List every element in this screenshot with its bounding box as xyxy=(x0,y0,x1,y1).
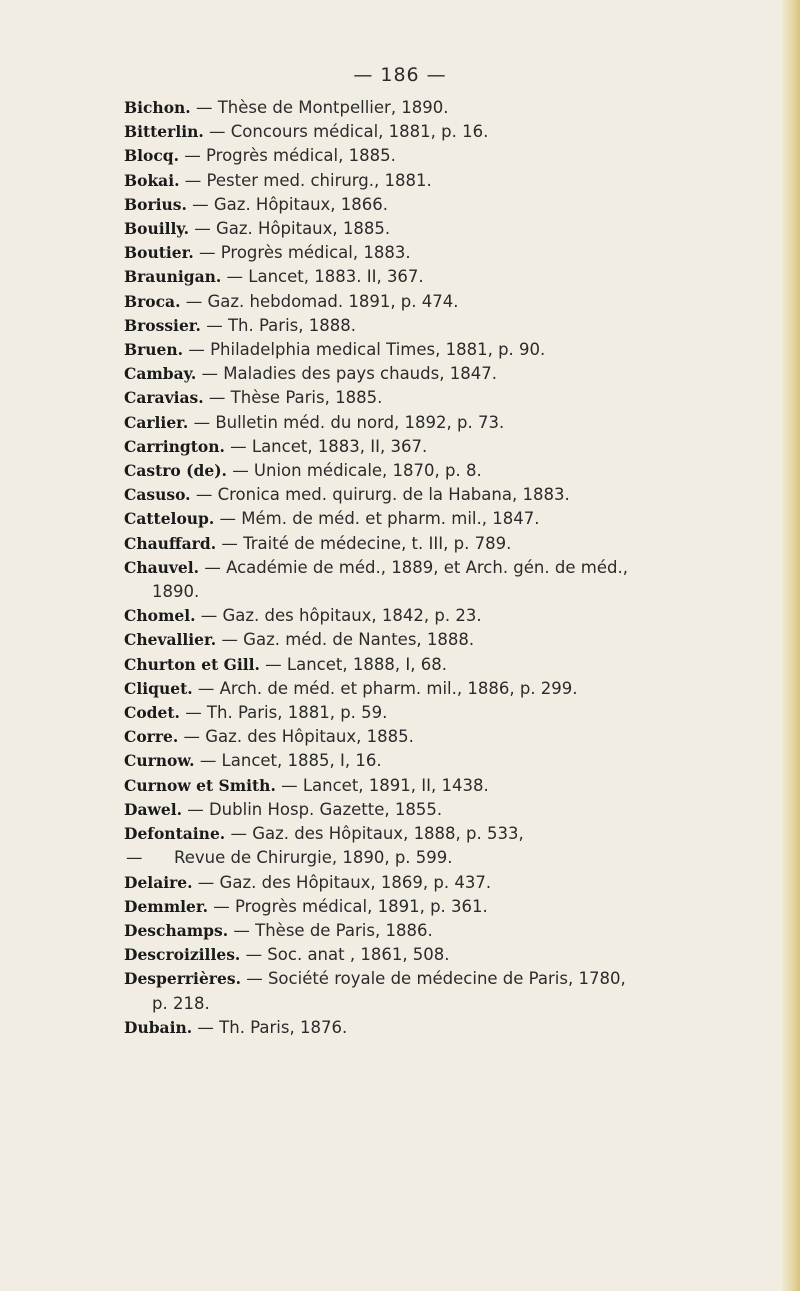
entry-author: Cliquet. xyxy=(124,678,193,698)
entry-chomel xyxy=(124,604,784,628)
entry-chauvel-continued xyxy=(124,580,784,604)
entry-author: Chauffard. xyxy=(124,533,217,553)
entry-chauvel xyxy=(124,556,784,580)
entry-author: Deschamps. xyxy=(124,920,229,940)
entry-cliquet xyxy=(124,677,784,701)
entry-churton-gill xyxy=(124,653,784,677)
entry-author: Caravias. xyxy=(124,388,204,408)
entry-reference: — Soc. anat , 1861, 508. xyxy=(245,945,450,965)
entry-ditto-mark: — xyxy=(126,848,143,868)
entry-author: Delaire. xyxy=(124,872,193,892)
entry-author: Catteloup. xyxy=(124,509,215,529)
entry-reference: — Gaz. hebdomad. 1891, p. 474. xyxy=(185,291,459,311)
entry-chevallier xyxy=(124,628,784,652)
entry-author: Dawel. xyxy=(124,799,182,819)
entry-descroizilles xyxy=(124,943,784,967)
entry-casuso xyxy=(124,483,784,507)
entry-caravias xyxy=(124,386,784,410)
entry-author: Bokai. xyxy=(124,170,180,190)
entry-author: Brossier. xyxy=(124,315,201,335)
entry-catteloup xyxy=(124,507,784,531)
entry-author: Carlier. xyxy=(124,412,189,432)
entry-author: Bruen. xyxy=(124,340,184,360)
entry-blocq xyxy=(124,144,784,168)
entry-author: Corre. xyxy=(124,727,179,747)
entry-bichon xyxy=(124,96,784,120)
entry-curnow xyxy=(124,749,784,773)
entry-reference: — Concours médical, 1881, p. 16. xyxy=(209,122,489,142)
entry-reference: — Lancet, 1888, I, 68. xyxy=(265,654,447,674)
entry-author: Casuso. xyxy=(124,485,191,505)
entry-author: Broca. xyxy=(124,291,181,311)
entry-reference: — Lancet, 1891, II, 1438. xyxy=(281,775,489,795)
entry-defontaine-ditto xyxy=(124,846,784,870)
entry-reference: — Arch. de méd. et pharm. mil., 1886, p. 299. xyxy=(197,678,578,698)
entry-author: Braunigan. xyxy=(124,267,222,287)
entry-author: Blocq. xyxy=(124,146,179,166)
entry-curnow-smith xyxy=(124,774,784,798)
entry-reference: — Académie de méd., 1889, et Arch. gén. de méd., xyxy=(204,557,628,577)
entry-author: Churton et Gill. xyxy=(124,654,260,674)
entry-author: Carrington. xyxy=(124,436,225,456)
entry-author: Desperrières. xyxy=(124,969,241,989)
bibliography-list xyxy=(124,96,784,1040)
entry-author: Bouilly. xyxy=(124,219,189,239)
entry-dawel xyxy=(124,798,784,822)
entry-chauffard xyxy=(124,532,784,556)
entry-author: Borius. xyxy=(124,194,187,214)
entry-delaire xyxy=(124,871,784,895)
entry-codet xyxy=(124,701,784,725)
entry-carrington xyxy=(124,435,784,459)
entry-reference: — Gaz. Hôpitaux, 1885. xyxy=(194,219,391,239)
entry-castro xyxy=(124,459,784,483)
entry-reference: — Philadelphia medical Times, 1881, p. 90. xyxy=(188,340,546,360)
entry-reference: p. 218. xyxy=(152,993,210,1013)
entry-reference: — Th. Paris, 1888. xyxy=(206,315,356,335)
entry-reference: — Thèse de Montpellier, 1890. xyxy=(195,98,449,117)
entry-deschamps xyxy=(124,919,784,943)
entry-bokai xyxy=(124,169,784,193)
page-edge xyxy=(782,0,800,1291)
entry-author: Codet. xyxy=(124,703,180,723)
entry-reference: — Lancet, 1885, I, 16. xyxy=(199,751,382,771)
entry-reference: — Thèse Paris, 1885. xyxy=(208,388,383,408)
entry-demmler xyxy=(124,895,784,919)
entry-reference: — Bulletin méd. du nord, 1892, p. 73. xyxy=(193,412,505,432)
entry-reference: — Mém. de méd. et pharm. mil., 1847. xyxy=(219,509,540,529)
entry-author: Chevallier. xyxy=(124,630,217,650)
page-number: — 186 — xyxy=(353,64,447,86)
entry-braunigan xyxy=(124,265,784,289)
entry-reference: — Maladies des pays chauds, 1847. xyxy=(201,364,497,384)
entry-reference: Revue de Chirurgie, 1890, p. 599. xyxy=(173,848,453,868)
entry-author: Chauvel. xyxy=(124,557,200,577)
entry-author: Curnow et Smith. xyxy=(124,775,276,795)
entry-reference: — Gaz. méd. de Nantes, 1888. xyxy=(221,630,475,650)
entry-bouilly xyxy=(124,217,784,241)
entry-reference: — Cronica med. quirurg. de la Habana, 1883. xyxy=(195,485,570,505)
entry-reference: — Th. Paris, 1881, p. 59. xyxy=(185,703,388,723)
entry-defontaine xyxy=(124,822,784,846)
entry-reference: — Gaz. des hôpitaux, 1842, p. 23. xyxy=(200,606,482,626)
entry-reference: — Gaz. des Hôpitaux, 1888, p. 533, xyxy=(230,824,524,844)
entry-reference: — Gaz. Hôpitaux, 1866. xyxy=(192,194,389,214)
entry-author: Bichon. xyxy=(124,98,191,117)
entry-reference: — Pester med. chirurg., 1881. xyxy=(184,170,432,190)
entry-brossier xyxy=(124,314,784,338)
entry-reference: 1890. xyxy=(152,582,200,602)
entry-author: Bitterlin. xyxy=(124,122,204,142)
entry-reference: — Gaz. des Hôpitaux, 1885. xyxy=(183,727,414,747)
entry-author: Descroizilles. xyxy=(124,945,241,965)
entry-boutier xyxy=(124,241,784,265)
entry-corre xyxy=(124,725,784,749)
entry-reference: — Progrès médical, 1891, p. 361. xyxy=(213,896,488,916)
entry-carlier xyxy=(124,411,784,435)
entry-reference: — Thèse de Paris, 1886. xyxy=(233,920,433,940)
entry-reference: — Progrès médical, 1885. xyxy=(184,146,396,166)
entry-borius xyxy=(124,193,784,217)
entry-reference: — Dublin Hosp. Gazette, 1855. xyxy=(187,799,443,819)
entry-author: Curnow. xyxy=(124,751,195,771)
entry-author: Chomel. xyxy=(124,606,196,626)
entry-reference: — Progrès médical, 1883. xyxy=(199,243,411,263)
entry-desperrieres-continued xyxy=(124,992,784,1016)
entry-bitterlin xyxy=(124,120,784,144)
entry-author: Demmler. xyxy=(124,896,208,916)
entry-broca xyxy=(124,290,784,314)
entry-reference: — Union médicale, 1870, p. 8. xyxy=(232,461,482,481)
entry-reference: — Gaz. des Hôpitaux, 1869, p. 437. xyxy=(197,872,492,892)
entry-reference: — Lancet, 1883, II, 367. xyxy=(230,436,428,456)
entry-author: Defontaine. xyxy=(124,824,226,844)
entry-bruen xyxy=(124,338,784,362)
entry-author: Castro (de). xyxy=(124,461,227,481)
entry-desperrieres xyxy=(124,967,784,991)
entry-reference: — Traité de médecine, t. III, p. 789. xyxy=(221,533,512,553)
entry-author: Dubain. xyxy=(124,1017,193,1037)
entry-reference: — Th. Paris, 1876. xyxy=(197,1017,348,1037)
entry-cambay xyxy=(124,362,784,386)
entry-author: Cambay. xyxy=(124,364,197,384)
entry-dubain xyxy=(124,1016,784,1040)
entry-author: Boutier. xyxy=(124,243,194,263)
entry-reference: — Lancet, 1883. II, 367. xyxy=(226,267,424,287)
entry-reference: — Société royale de médecine de Paris, 1780, xyxy=(246,969,626,989)
